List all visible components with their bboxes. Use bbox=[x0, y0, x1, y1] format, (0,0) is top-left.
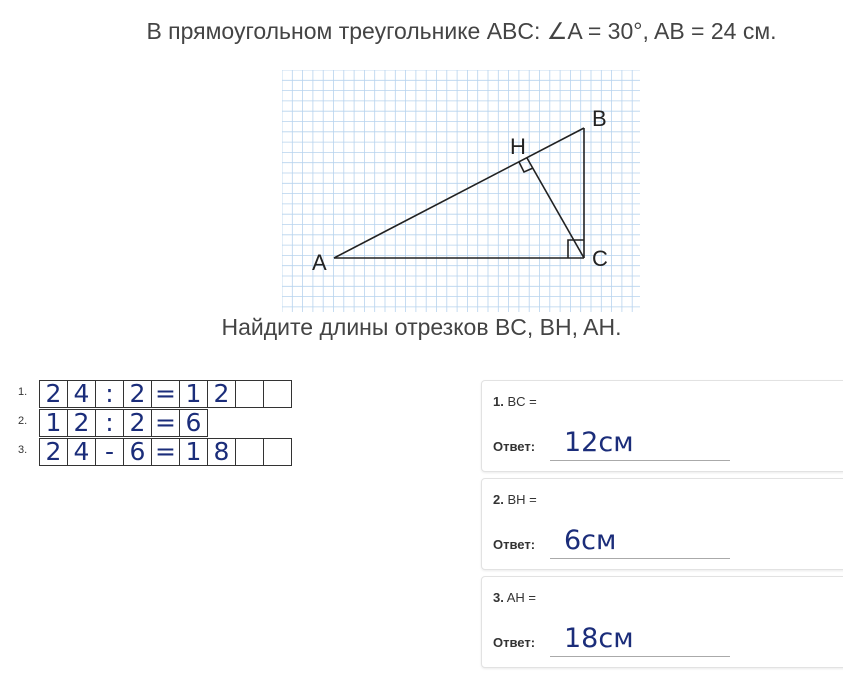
cell: 6 bbox=[123, 438, 152, 466]
question-label: AH = bbox=[506, 590, 537, 605]
cell bbox=[263, 380, 292, 408]
cell: 2 bbox=[39, 438, 68, 466]
answer-label: Ответ: bbox=[493, 439, 536, 454]
question-text bbox=[493, 394, 537, 409]
cell: = bbox=[151, 438, 180, 466]
answer-input[interactable] bbox=[550, 460, 730, 461]
answer-card-bh bbox=[481, 478, 843, 570]
cell: = bbox=[151, 380, 180, 408]
cell: 2 bbox=[207, 380, 236, 408]
question-number: 3. bbox=[493, 590, 504, 605]
answer-value: 6см bbox=[564, 525, 617, 556]
cell: 1 bbox=[39, 409, 68, 437]
answer-input[interactable] bbox=[550, 558, 730, 559]
question-label: BC = bbox=[507, 394, 537, 409]
answer-label: Ответ: bbox=[493, 537, 536, 552]
answer-label: Ответ: bbox=[493, 635, 536, 650]
row-number: 2. bbox=[18, 415, 28, 427]
row-number: 1. bbox=[18, 386, 28, 398]
cell: 2 bbox=[123, 380, 152, 408]
answer-card-bc bbox=[481, 380, 843, 472]
row-number: 3. bbox=[18, 444, 28, 456]
answer-input[interactable] bbox=[550, 656, 730, 657]
label-h: H bbox=[510, 134, 526, 159]
answer-card-ah bbox=[481, 576, 843, 668]
label-b: B bbox=[592, 106, 607, 131]
label-c: C bbox=[592, 246, 608, 271]
cell-row bbox=[40, 409, 208, 437]
cell: : bbox=[95, 409, 124, 437]
triangle-figure bbox=[282, 70, 640, 312]
cell bbox=[263, 438, 292, 466]
question-number: 1. bbox=[493, 394, 504, 409]
question-text bbox=[493, 492, 537, 507]
cell-row bbox=[40, 380, 292, 408]
cell: 2 bbox=[123, 409, 152, 437]
label-a: A bbox=[312, 250, 327, 275]
cell: : bbox=[95, 380, 124, 408]
cell: 1 bbox=[179, 438, 208, 466]
question-number: 2. bbox=[493, 492, 504, 507]
cell: 8 bbox=[207, 438, 236, 466]
question-text bbox=[493, 590, 536, 605]
task-question: Найдите длины отрезков BC, BH, AH. bbox=[221, 314, 622, 340]
task-title: В прямоугольном треугольнике ABC: ∠A = 30°, AB = 24 см. bbox=[146, 18, 777, 44]
cell: 4 bbox=[67, 438, 96, 466]
cell bbox=[235, 380, 264, 408]
cell: 2 bbox=[39, 380, 68, 408]
answer-value: 18см bbox=[564, 623, 634, 654]
triangle-diagram bbox=[282, 70, 640, 312]
cell-row bbox=[40, 438, 292, 466]
answer-value: 12см bbox=[564, 427, 634, 458]
question-label: BH = bbox=[507, 492, 537, 507]
cell: - bbox=[95, 438, 124, 466]
cell: 6 bbox=[179, 409, 208, 437]
cell: 2 bbox=[67, 409, 96, 437]
cell: = bbox=[151, 409, 180, 437]
cell: 4 bbox=[67, 380, 96, 408]
cell bbox=[235, 438, 264, 466]
cell: 1 bbox=[179, 380, 208, 408]
grid-lines bbox=[282, 70, 640, 312]
